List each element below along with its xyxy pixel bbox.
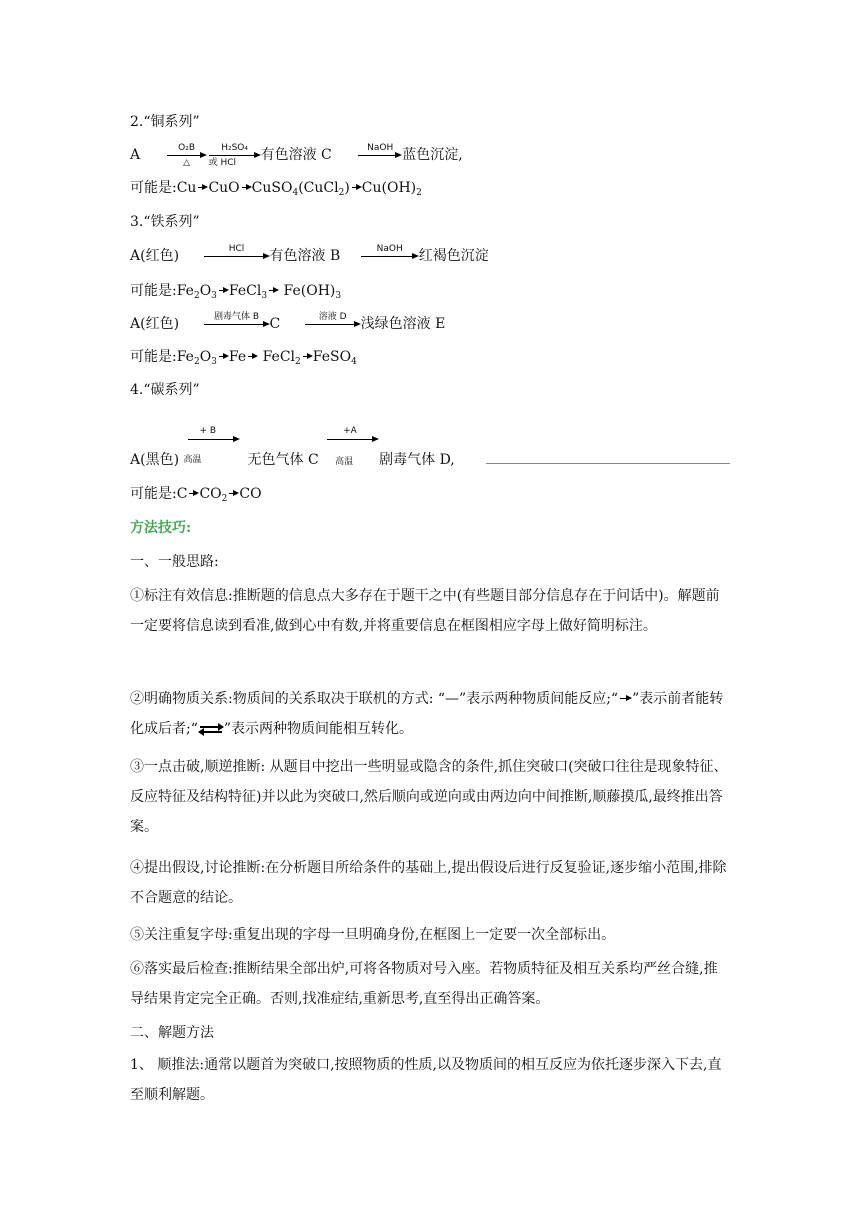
arrow-label: NaOH [367, 143, 394, 153]
carbon-possible [130, 484, 262, 509]
reaction-arrow [204, 314, 270, 334]
carbon-scheme [130, 426, 455, 470]
possible-label: 可能是: [130, 283, 177, 299]
method-1 [130, 1050, 730, 1110]
paragraph-2 [130, 684, 730, 744]
formula: Cu(OH) [361, 180, 417, 196]
formula: O [199, 283, 212, 299]
iron-scheme-1 [130, 246, 489, 266]
formula: (CuCl [298, 180, 339, 196]
reaction-arrow [327, 426, 379, 467]
subscript: 3 [211, 291, 217, 301]
reaction-arrow [361, 246, 419, 266]
copper-end: 蓝色沉淀, [402, 147, 463, 163]
methods-title: 二、解题方法 [130, 1025, 214, 1041]
subscript: 4 [292, 188, 299, 198]
subscript: 2 [193, 357, 200, 367]
paragraph-4: ④提出假设,讨论推断:在分析题目所给条件的基础上,提出假设后进行反复验证,逐步缩小范围,排除不合题意的结论。 [130, 860, 727, 906]
chain-arrow [267, 286, 279, 296]
arrow-label: HCl [228, 244, 245, 254]
iron-mid: 有色溶液 B [269, 248, 341, 264]
paragraph-3: ③一点击破,顺逆推断: 从题目中挖出一些明显或隐含的条件,抓住突破口(突破口往往是现象特征、反应特征及结构特征)并以此为突破口,然后顺向或逆向或由两边向中间推断,顺藤摸瓜,最终推出答案。 [130, 759, 728, 835]
arrow-label: O₂B [178, 143, 196, 153]
subscript: 2 [416, 188, 422, 198]
iron-series-title: 3.“铁系列” [130, 214, 200, 230]
blank-underline [486, 463, 730, 464]
chain-arrow [350, 183, 362, 193]
subscript: 3 [211, 357, 217, 367]
chain-arrow [240, 183, 252, 193]
iron-possible-2 [130, 347, 357, 372]
subscript: 3 [335, 291, 342, 301]
chain-arrow [217, 352, 229, 362]
copper-series-title: 2.“铜系列” [130, 114, 200, 130]
formula: CO [199, 486, 222, 502]
arrow-label: NaOH [376, 244, 403, 254]
carbon-mid: 无色气体 C [247, 452, 319, 468]
paragraph-1: ①标注有效信息:推断题的信息点大多存在于题干之中(有些题目部分信息存在于问话中)。解题前一定要将信息读到看准,做到心中有数,并将重要信息在框图相应字母上做好简明标注。 [130, 588, 720, 634]
subscript: 2 [193, 291, 200, 301]
iron-scheme-2 [130, 314, 445, 334]
formula: CuSO [251, 180, 293, 196]
reversible-arrow-symbol [198, 723, 224, 735]
method-heading: 方法技巧: [130, 520, 192, 536]
chain-arrow [187, 489, 199, 499]
method-number: 1、 [130, 1057, 153, 1073]
reaction-arrow [208, 143, 261, 168]
formula: Fe(OH) [279, 283, 336, 299]
subscript: 2 [221, 494, 228, 504]
subscript: 2 [338, 188, 345, 198]
carbon-start: A(黑色) [130, 452, 180, 468]
arrow-condition: 高温 [335, 457, 354, 467]
arrow-condition: △ [183, 158, 191, 168]
carbon-series-title: 4.“碳系列” [130, 382, 200, 398]
copper-mid: 有色溶液 C [260, 147, 332, 163]
arrow-condition: 或 HCl [208, 158, 236, 168]
formula: O [199, 349, 212, 365]
formula: ) [344, 180, 350, 196]
formula: Fe [228, 349, 247, 365]
chain-arrow [246, 352, 258, 362]
formula: C [176, 486, 188, 502]
reaction-arrow [305, 314, 361, 334]
formula: Fe [176, 283, 194, 299]
copper-scheme [130, 143, 463, 168]
iron-start: A(红色) [130, 248, 180, 264]
copper-possible [130, 178, 422, 203]
iron-mid: C [269, 316, 281, 332]
arrow-label: 剧毒气体 B [213, 312, 260, 322]
paragraph-5: ⑤关注重复字母:重复出现的字母一旦明确身份,在框图上一定要一次全部标出。 [130, 927, 616, 943]
formula: CO [239, 486, 262, 502]
reaction-arrow [358, 145, 402, 165]
reaction-arrow [167, 143, 207, 168]
chain-arrow [227, 489, 239, 499]
formula: CuO [208, 180, 240, 196]
arrow-label: +A [343, 426, 357, 436]
formula: Cu [176, 180, 197, 196]
subscript: 2 [295, 357, 301, 367]
chain-arrow [196, 183, 208, 193]
reaction-arrow [183, 426, 240, 465]
arrow-label: H₂SO₄ [221, 143, 248, 153]
arrow-label: + B [199, 426, 217, 436]
chain-arrow [301, 352, 313, 362]
iron-end: 浅绿色溶液 E [360, 316, 446, 332]
formula: Fe [176, 349, 194, 365]
paragraph-2-part-b: ”表示前者能转化成后者;“ [130, 691, 724, 737]
iron-start: A(红色) [130, 316, 180, 332]
chain-arrow [217, 286, 229, 296]
formula: FeSO [312, 349, 352, 365]
general-approach-title: 一、一般思路: [130, 554, 219, 570]
iron-end: 红褐色沉淀 [418, 248, 489, 264]
subscript: 3 [261, 291, 268, 301]
iron-possible-1 [130, 281, 341, 306]
possible-label: 可能是: [130, 349, 177, 365]
reaction-arrow [204, 246, 270, 266]
formula: FeCl [228, 283, 262, 299]
possible-label: 可能是: [130, 180, 177, 196]
paragraph-6: ⑥落实最后检查:推断结果全部出炉,可将各物质对号入座。若物质特征及相互关系均严丝合缝,推导结果肯定完全正确。否则,找准症结,重新思考,直至得出正确答案。 [130, 961, 718, 1007]
copper-start: A [130, 147, 141, 163]
carbon-end: 剧毒气体 D, [379, 452, 455, 468]
formula: FeCl [258, 349, 296, 365]
paragraph-2-part-a: ②明确物质关系:物质间的关系取决于联机的方式: “—”表示两种物质间能反应;“ [130, 691, 619, 707]
method-1-text: 顺推法:通常以题首为突破口,按照物质的性质,以及物质间的相互反应为依托逐步深入下去,直至顺利解题。 [130, 1057, 722, 1103]
arrow-condition: 高温 [183, 455, 202, 465]
single-arrow-symbol [618, 694, 632, 704]
paragraph-2-part-c: ”表示两种物质间能相互转化。 [223, 721, 414, 737]
arrow-label: 溶液 D [318, 312, 347, 322]
subscript: 4 [351, 357, 357, 367]
possible-label: 可能是: [130, 486, 177, 502]
